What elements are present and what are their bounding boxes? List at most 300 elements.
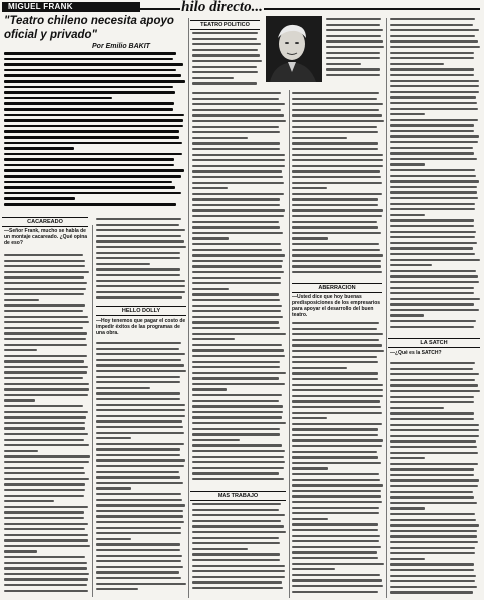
text-line [192, 444, 282, 446]
text-line [4, 545, 90, 547]
column-3-text [192, 92, 286, 487]
text-line [292, 585, 383, 587]
text-line [390, 524, 479, 526]
text-line [192, 265, 282, 267]
text-line [390, 57, 474, 59]
text-line [390, 485, 478, 487]
text-line [192, 478, 284, 480]
text-line [192, 137, 248, 139]
column-rule [188, 18, 189, 598]
text-line [96, 454, 180, 456]
text-line [4, 158, 174, 161]
text-line [390, 141, 478, 143]
text-line [292, 540, 379, 542]
text-line [4, 181, 172, 184]
text-line [390, 418, 474, 420]
text-line [192, 170, 282, 172]
author-tag: MIGUEL FRANK [2, 2, 140, 12]
text-line [292, 237, 328, 239]
column-2-text [96, 342, 186, 598]
text-line [192, 503, 281, 505]
text-line [96, 235, 181, 237]
text-line [192, 92, 281, 94]
text-line [96, 566, 183, 568]
text-line [4, 254, 83, 256]
text-line [292, 131, 378, 133]
text-line [390, 303, 474, 305]
section-hello-dolly: HELLO DOLLY [96, 306, 186, 316]
text-line [96, 476, 180, 478]
text-line [292, 271, 382, 273]
text-line [292, 176, 381, 178]
text-line [292, 579, 382, 581]
text-line [192, 439, 240, 441]
text-line [390, 175, 476, 177]
text-line [192, 355, 285, 357]
text-line [292, 243, 379, 245]
text-line [4, 550, 37, 552]
text-line [390, 242, 477, 244]
text-line [4, 153, 182, 156]
text-line [390, 147, 473, 149]
text-line [4, 119, 183, 122]
text-line [192, 254, 285, 256]
text-line [292, 170, 380, 172]
text-line [4, 360, 84, 362]
text-line [390, 373, 479, 375]
text-line [192, 215, 284, 217]
text-line [390, 119, 478, 121]
text-line [192, 472, 279, 474]
text-line [96, 471, 179, 473]
section-aberracion: ABERRACION [292, 283, 382, 293]
text-line [292, 109, 379, 111]
text-line [192, 531, 286, 533]
text-line [390, 124, 474, 126]
text-line [292, 462, 381, 464]
text-line [292, 154, 383, 156]
text-line [4, 394, 88, 396]
text-line [390, 24, 473, 26]
text-line [390, 580, 475, 582]
text-line [292, 412, 382, 414]
text-line [292, 114, 382, 116]
text-line [192, 288, 229, 290]
text-line [192, 193, 284, 195]
text-line [96, 583, 186, 585]
text-line [192, 299, 280, 301]
text-line [292, 529, 378, 531]
text-line [192, 260, 283, 262]
text-line [192, 131, 280, 133]
text-line [390, 236, 475, 238]
column-1-text [4, 254, 90, 598]
text-line [192, 509, 279, 511]
text-line [292, 591, 378, 593]
section-mas-trabajo: MAS TRABAJO [190, 491, 286, 501]
text-line [96, 381, 180, 383]
text-line [192, 411, 283, 413]
text-line [4, 69, 176, 72]
text-line [390, 496, 474, 498]
text-line [326, 18, 381, 20]
text-line [192, 204, 280, 206]
text-line [390, 80, 479, 82]
text-line [192, 456, 284, 458]
text-line [192, 422, 286, 424]
text-line [4, 578, 88, 580]
text-line [390, 197, 478, 199]
text-line [390, 309, 479, 311]
text-line [4, 282, 87, 284]
text-line [390, 68, 474, 70]
text-line [192, 559, 280, 561]
text-line [96, 555, 182, 557]
text-line [390, 479, 479, 481]
text-line [192, 548, 248, 550]
section-la-satch: LA SATCH [388, 338, 480, 348]
text-line [390, 474, 474, 476]
text-line [192, 165, 285, 167]
text-line [390, 390, 480, 392]
question-aberracion: —Usted dice que hoy buenas predisposiciones de los empresarios para apoyar el desarrollo del buen teatro. [292, 294, 381, 318]
column-3-top-text [192, 32, 262, 88]
text-line [192, 321, 279, 323]
text-line [4, 483, 85, 485]
text-line [192, 282, 281, 284]
text-line [96, 353, 185, 355]
text-line [292, 439, 383, 441]
text-line [390, 52, 474, 54]
text-line [192, 159, 285, 161]
text-line [192, 120, 286, 122]
text-line [4, 523, 88, 525]
text-line [96, 285, 185, 287]
text-line [292, 254, 383, 256]
text-line [390, 530, 477, 532]
text-line [390, 491, 473, 493]
text-line [96, 426, 183, 428]
text-line [192, 182, 284, 184]
text-line [4, 495, 84, 497]
text-line [192, 271, 284, 273]
text-line [292, 333, 383, 335]
text-line [4, 567, 87, 569]
column-rule [289, 90, 290, 598]
text-line [4, 52, 176, 55]
text-line [390, 281, 479, 283]
text-line [4, 383, 89, 385]
text-line [390, 219, 474, 221]
text-line [4, 260, 85, 262]
text-line [4, 433, 88, 435]
text-line [390, 535, 477, 537]
text-line [4, 411, 88, 413]
text-line [4, 332, 87, 334]
text-line [292, 120, 384, 122]
text-line [4, 276, 84, 278]
text-line [96, 515, 183, 517]
text-line [4, 197, 75, 200]
text-line [4, 299, 39, 301]
text-line [96, 487, 131, 489]
text-line [390, 407, 444, 409]
text-line [390, 231, 476, 233]
text-line [292, 473, 379, 475]
text-line [96, 549, 180, 551]
text-line [4, 584, 87, 586]
text-line [292, 361, 378, 363]
text-line [192, 32, 258, 34]
text-line [390, 275, 478, 277]
text-line [292, 395, 383, 397]
text-line [192, 221, 279, 223]
text-line [292, 523, 378, 525]
text-line [192, 243, 281, 245]
text-line [292, 451, 377, 453]
text-line [292, 467, 328, 469]
text-line [192, 461, 285, 463]
text-line [96, 398, 180, 400]
text-line [192, 66, 257, 68]
text-line [192, 542, 280, 544]
text-line [390, 435, 479, 437]
column-2-top-text [96, 218, 186, 302]
text-line [192, 349, 284, 351]
text-line [4, 310, 83, 312]
text-line [4, 316, 88, 318]
text-line [292, 339, 379, 341]
text-line [326, 46, 384, 48]
text-line [192, 372, 286, 374]
text-line [390, 152, 474, 154]
text-line [4, 304, 85, 306]
text-line [4, 427, 85, 429]
text-line [192, 433, 280, 435]
text-line [4, 169, 184, 172]
text-line [96, 404, 185, 406]
text-line [96, 296, 182, 298]
text-line [96, 224, 179, 226]
text-line [4, 506, 88, 508]
text-line [390, 18, 475, 20]
text-line [96, 459, 185, 461]
text-line [192, 43, 261, 45]
text-line [390, 298, 480, 300]
text-line [192, 316, 283, 318]
column-5-text [390, 18, 480, 334]
text-line [390, 208, 475, 210]
text-line [390, 591, 473, 593]
text-line [96, 257, 180, 259]
text-line [4, 147, 74, 150]
text-line [96, 409, 185, 411]
text-line [292, 400, 380, 402]
text-line [4, 74, 181, 77]
text-line [4, 590, 88, 592]
text-line [4, 288, 86, 290]
text-line [192, 450, 285, 452]
text-line [96, 538, 131, 540]
text-line [96, 504, 185, 506]
text-line [4, 405, 83, 407]
text-line [390, 547, 475, 549]
text-line [390, 552, 475, 554]
text-line [4, 366, 88, 368]
text-line [192, 366, 280, 368]
text-line [192, 338, 235, 340]
text-line [192, 344, 282, 346]
text-line [192, 581, 282, 583]
text-line [390, 169, 475, 171]
section-cacareado: CACAREADO [2, 217, 88, 227]
text-line [292, 495, 381, 497]
intro-paragraph [4, 52, 186, 212]
text-line [192, 154, 285, 156]
text-line [192, 142, 280, 144]
text-line [390, 158, 477, 160]
text-line [96, 588, 138, 590]
text-line [192, 98, 279, 100]
text-line [4, 192, 181, 195]
text-line [96, 246, 186, 248]
text-line [390, 368, 473, 370]
text-line [4, 321, 89, 323]
text-line [292, 479, 380, 481]
portrait-photo [266, 16, 322, 82]
text-line [390, 586, 477, 588]
text-line [390, 96, 476, 98]
text-line [96, 274, 180, 276]
text-line [326, 29, 383, 31]
text-line [4, 377, 83, 379]
text-line [390, 513, 475, 515]
text-line [4, 500, 54, 502]
text-line [292, 568, 335, 570]
text-line [390, 270, 476, 272]
text-line [326, 63, 361, 65]
text-line [326, 24, 380, 26]
text-line [96, 499, 182, 501]
text-line [4, 478, 89, 480]
text-line [96, 229, 185, 231]
text-line [390, 507, 425, 509]
text-line [192, 103, 285, 105]
text-line [4, 439, 84, 441]
text-line [96, 370, 186, 372]
text-line [192, 388, 227, 390]
text-line [326, 57, 380, 59]
text-line [192, 537, 279, 539]
text-line [4, 80, 185, 83]
text-line [292, 434, 378, 436]
text-line [292, 350, 384, 352]
text-line [96, 392, 180, 394]
text-line [292, 103, 383, 105]
text-line [4, 422, 85, 424]
text-line [96, 280, 185, 282]
text-line [390, 259, 480, 261]
text-line [292, 221, 377, 223]
text-line [192, 467, 284, 469]
text-line [4, 528, 85, 530]
text-line [192, 277, 281, 279]
text-line [390, 287, 474, 289]
text-line [96, 342, 181, 344]
text-line [390, 452, 478, 454]
text-line [4, 102, 174, 105]
text-line [96, 359, 181, 361]
text-line [192, 400, 279, 402]
text-line [292, 490, 381, 492]
text-line [292, 126, 377, 128]
text-line [96, 510, 183, 512]
text-line [390, 191, 477, 193]
text-line [4, 450, 38, 452]
text-line [4, 344, 87, 346]
text-line [292, 512, 379, 514]
text-line [292, 215, 382, 217]
text-line [96, 252, 180, 254]
text-line [4, 175, 181, 178]
text-line [4, 63, 183, 66]
text-line [390, 326, 474, 328]
text-line [390, 440, 476, 442]
text-line [96, 577, 181, 579]
text-line [390, 396, 474, 398]
text-line [192, 570, 285, 572]
text-line [292, 501, 382, 503]
text-line [4, 399, 35, 401]
text-line [192, 198, 280, 200]
text-line [4, 293, 84, 295]
column-rule [386, 18, 387, 598]
text-line [390, 102, 477, 104]
text-line [292, 456, 378, 458]
portrait-icon [266, 16, 322, 82]
text-line [192, 82, 257, 84]
text-line [4, 517, 84, 519]
text-line [390, 519, 476, 521]
text-line [390, 130, 474, 132]
text-line [192, 226, 280, 228]
text-line [390, 384, 478, 386]
text-line [390, 457, 425, 459]
text-line [390, 74, 474, 76]
text-line [292, 98, 377, 100]
text-line [390, 40, 478, 42]
text-line [192, 114, 284, 116]
text-line [4, 573, 89, 575]
text-line [326, 74, 380, 76]
text-line [292, 142, 378, 144]
text-line [292, 367, 347, 369]
text-line [4, 91, 175, 94]
text-line [192, 126, 279, 128]
column-3-bottom-text [192, 503, 286, 598]
text-line [192, 553, 280, 555]
text-line [390, 401, 474, 403]
text-line [192, 394, 282, 396]
text-line [192, 209, 285, 211]
text-line [96, 532, 181, 534]
text-line [292, 423, 382, 425]
text-line [192, 249, 282, 251]
text-line [96, 527, 181, 529]
text-line [96, 432, 184, 434]
text-line [390, 186, 477, 188]
text-line [4, 186, 175, 189]
